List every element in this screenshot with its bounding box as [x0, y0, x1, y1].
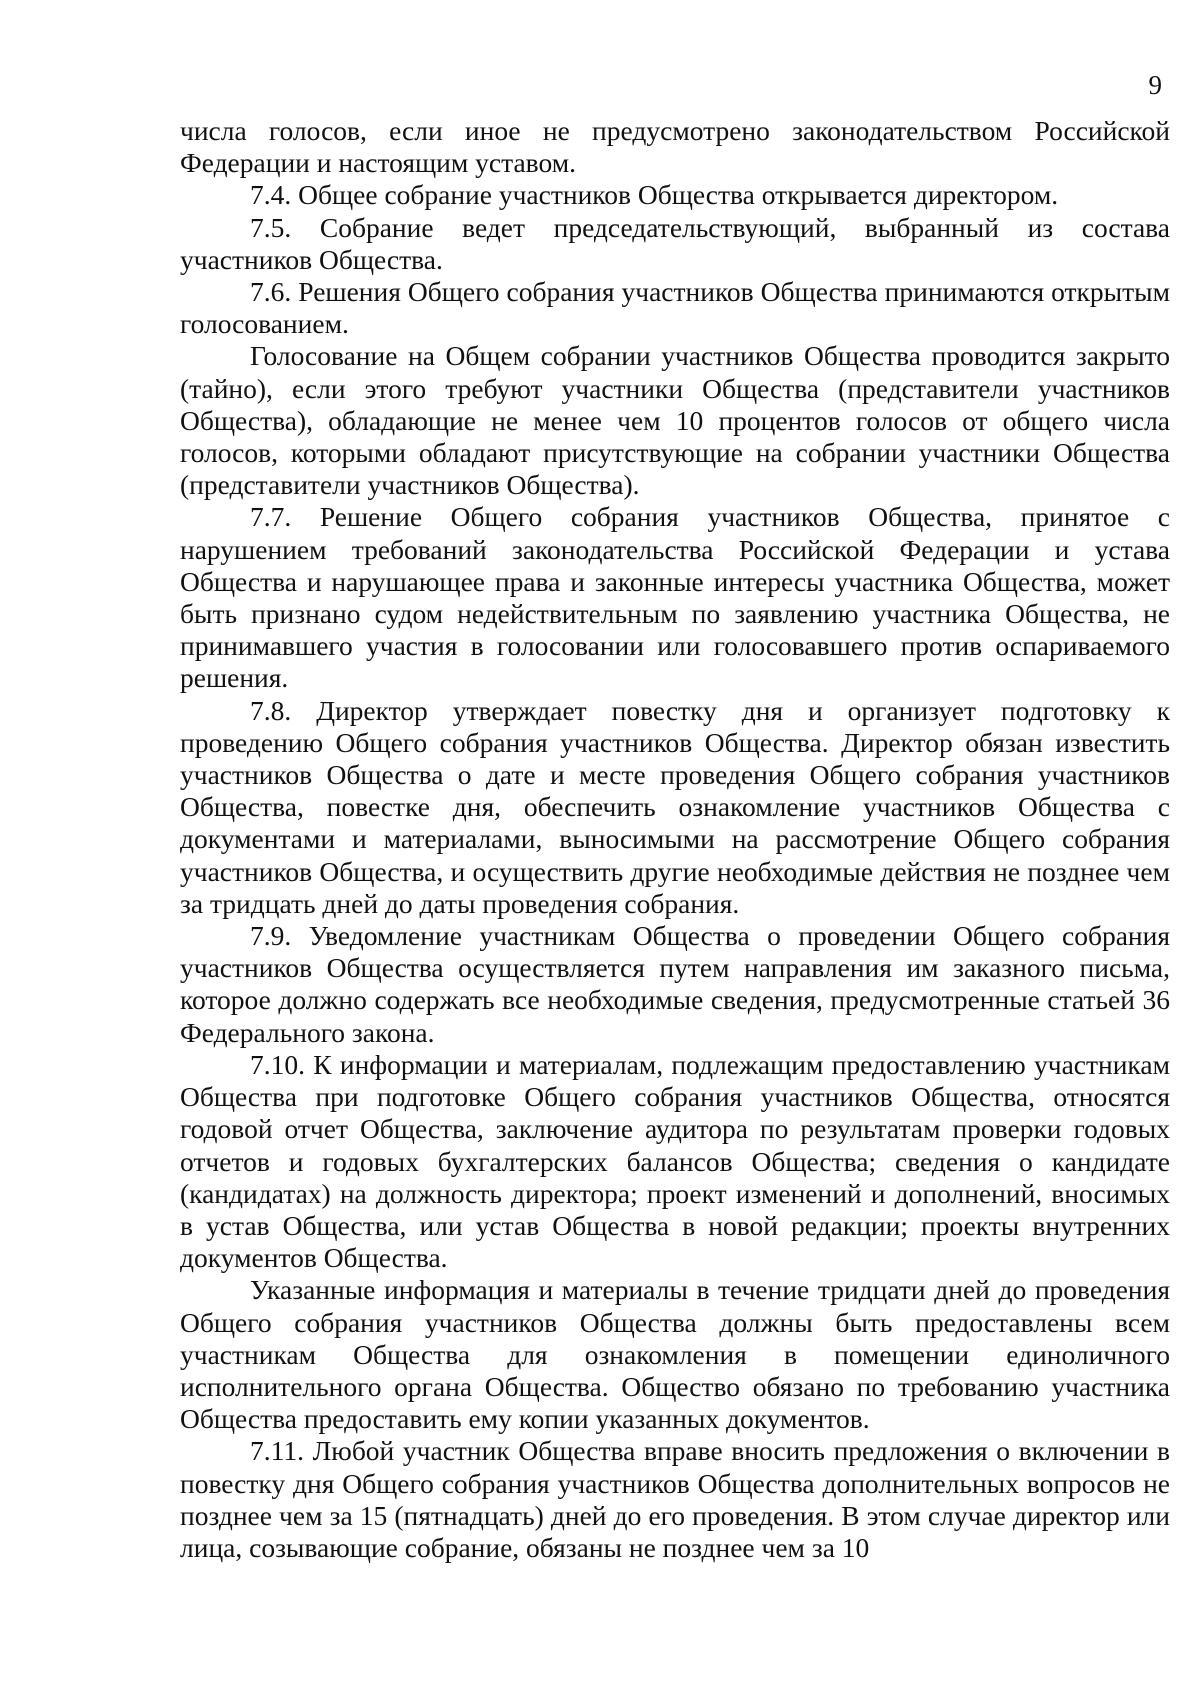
paragraph-7-6: 7.6. Решения Общего собрания участников Общества принимаются открытым голосованием. [180, 276, 1170, 340]
paragraph-7-8: 7.8. Директор утверждает повестку дня и организует подготовку к проведению Общего собрания участников Общества. Директор обязан известить участников Общества о дате и месте проведения Общего собрания участников Общества, повестке дня, обеспечить ознакомление участников Общества с документами и материалами, выносимыми на рассмотрение Общего собрания участников Общества, и осуществить другие необходимые действия не позднее чем за тридцать дней до даты проведения собрания. [180, 694, 1170, 919]
paragraph-7-7: 7.7. Решение Общего собрания участников Общества, принятое с нарушением требований законодательства Российской Федерации и устава Общества и нарушающее права и законные интересы участника Общества, может быть признано судом недействительным по заявлению участника Общества, не принимавшего участия в голосовании или голосовавшего против оспариваемого решения. [180, 501, 1170, 694]
page-number: 9 [1148, 70, 1162, 100]
paragraph-7-9: 7.9. Уведомление участникам Общества о проведении Общего собрания участников Общества осуществляется путем направления им заказного письма, которое должно содержать все необходимые сведения, предусмотренные статьей 36 Федерального закона. [180, 920, 1170, 1048]
paragraph-7-5: 7.5. Собрание ведет председательствующий, выбранный из состава участников Общества. [180, 211, 1170, 275]
paragraph-7-10-materials: Указанные информация и материалы в течение тридцати дней до проведения Общего собрания участников Общества должны быть предоставлены всем участникам Общества для ознакомления в помещении единоличного исполнительного органа Общества. Общество обязано по требованию участника Общества предоставить ему копии указанных документов. [180, 1274, 1170, 1435]
paragraph-continuation: числа голосов, если иное не предусмотрено законодательством Российской Федерации и настоящим уставом. [180, 115, 1170, 179]
paragraph-7-4: 7.4. Общее собрание участников Общества открывается директором. [250, 179, 1059, 211]
document-body [180, 115, 1170, 1564]
paragraph-7-11: 7.11. Любой участник Общества вправе вносить предложения о включении в повестку дня Общего собрания участников Общества дополнительных вопросов не позднее чем за 15 (пятнадцать) дней до его проведения. В этом случае директор или лица, созывающие собрание, обязаны не позднее чем за 10 [180, 1435, 1170, 1563]
paragraph-7-10: 7.10. К информации и материалам, подлежащим предоставлению участникам Общества при подготовке Общего собрания участников Общества, относятся годовой отчет Общества, заключение аудитора по результатам проверки годовых отчетов и годовых бухгалтерских балансов Общества; сведения о кандидате (кандидатах) на должность директора; проект изменений и дополнений, вносимых в устав Общества, или устав Общества в новой редакции; проекты внутренних документов Общества. [180, 1048, 1170, 1274]
paragraph-7-6-voting: Голосование на Общем собрании участников Общества проводится закрыто (тайно), если этого требуют участники Общества (представители участников Общества), обладающие не менее чем 10 процентов голосов от общего числа голосов, которыми обладают присутствующие на собрании участники Общества (представители участников Общества). [180, 340, 1170, 501]
